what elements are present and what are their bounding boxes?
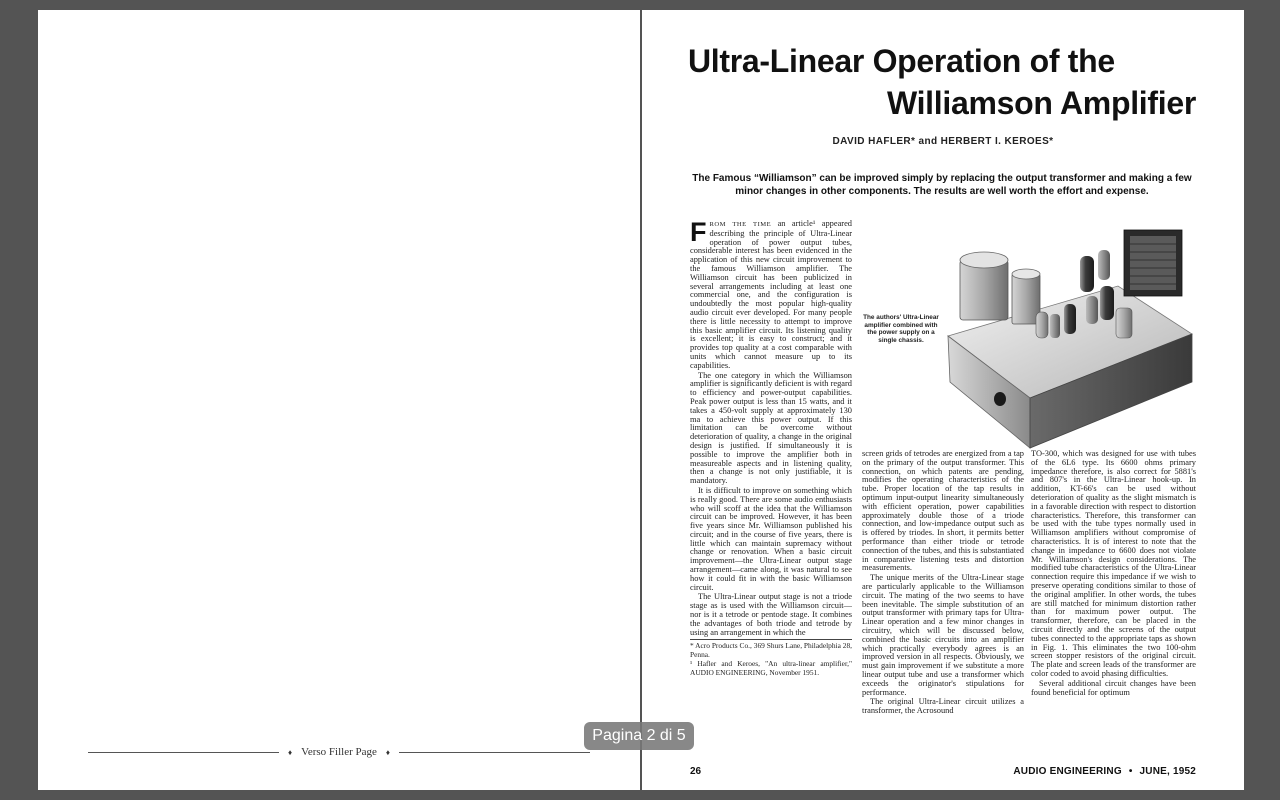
paragraph: The one category in which the Williamson amplifier is significantly deficient is with regard to efficiency and power-output capabilities. Peak power output is less than 15 watts, and it takes a 450-volt supply at approximately 130 ma to achieve this power output. If this limitation can be overcome without deterioration of quality, a change in the original design is justified. If simultaneously it is possible to improve the amplifier both in measureable aspects and in listening quality, then a change is not only justifiable, it is mandatory. (690, 370, 852, 486)
small-tube (1098, 250, 1110, 280)
filler-diamond-left: ♦ (288, 747, 293, 757)
filler-rule-left (88, 752, 279, 753)
footnotes (690, 639, 852, 677)
output-tube (1100, 286, 1114, 320)
page-number: 26 (690, 766, 702, 777)
drop-cap: F (690, 220, 707, 247)
running-head-magazine: AUDIO ENGINEERING (1013, 766, 1122, 777)
photo-caption: The authors' Ultra-Linear amplifier combined with the power supply on a single chassis. (863, 314, 939, 344)
filter-capacitor (1036, 312, 1048, 338)
transformer-can-top (960, 252, 1008, 268)
article-title-line2: Williamson Amplifier (886, 85, 1196, 121)
article-title-line1: Ultra-Linear Operation of the (688, 43, 1115, 79)
paragraph (690, 220, 852, 371)
paragraph: Several additional circuit changes have been found beneficial for optimum (1031, 678, 1196, 697)
left-page (38, 10, 640, 790)
article-dek: The Famous “Williamson” can be improved simply by replacing the output transformer and making a few minor changes in other components. The results are well worth the effort and expense. (692, 173, 1192, 197)
article-authors: DAVID HAFLER* and HERBERT I. KEROES* (832, 136, 1054, 147)
power-transformer-can (960, 260, 1008, 320)
paragraph: The unique merits of the Ultra-Linear stage are particularly applicable to the Williamson circuit. The mating of the two seems to have been inevitable. The simple substitution of an output transformer with primary taps for Ultra-Linear operation and a few minor changes in circuitry, which will be discussed below, combined the basic circuits into an amplifier which practically everybody agrees is an improved version in all respects. Obviously, we must gain improvement if we substitute a more linear output tube and use a transformer which exceeds the originator's stipulations for performance. (862, 573, 1024, 697)
paragraph-text: an article¹ appeared describing the principle of Ultra-Linear operation of power output tubes, considerable interest has been evidenced in the application of this new circuit improvement to the famous Williamson amplifier. The Williamson circuit has been publicized in several arrangements including at least one commercial one, and the configuration is undoubtedly the most popular high-quality audio circuit ever developed. For many people there is little necessity to attempt to improve this basic amplifier circuit. Its listening quality is excellent; it is easy to construct; and it provides top quality at a cost comparable with units which cannot measure up to its capabilities. (690, 220, 852, 370)
article-title (688, 40, 1196, 124)
running-head-bullet: • (1128, 766, 1133, 777)
running-head-date: JUNE, 1952 (1139, 766, 1196, 777)
rectifier-tube (1080, 256, 1094, 292)
paragraph: It is difficult to improve on something which is really good. There are some audio enthusiasts who will scoff at the idea that the Williamson circuit can be improved. However, it has been five years since Mr. Williamson published his circuit; and in the course of five years, there is little which can maintain supremacy without change or renovation. When a basic circuit improvement—the Ultra-Linear output stage arrangement—came along, it was natural to see how it could fit in with the basic Williamson circuit. (690, 485, 852, 592)
paragraph: The original Ultra-Linear circuit utilizes a transformer, the Acrosound (862, 697, 1024, 716)
output-tube (1086, 296, 1098, 324)
text-column-1 (690, 220, 852, 750)
filler-rule-right (399, 752, 590, 753)
choke-can-top (1012, 269, 1040, 279)
running-head (1013, 766, 1196, 777)
amplifier-photo (940, 216, 1198, 452)
front-jack (994, 392, 1006, 406)
filter-capacitor (1116, 308, 1132, 338)
lead-in: ROM THE TIME (709, 221, 772, 228)
verso-filler-line (88, 744, 590, 760)
input-tube (1050, 314, 1060, 338)
page-indicator: Pagina 2 di 5 (584, 722, 694, 750)
text-column-2 (862, 450, 1024, 776)
filler-diamond-right: ♦ (385, 747, 390, 757)
footnote: * Acro Products Co., 369 Shurs Lane, Philadelphia 28, Penna. (690, 641, 852, 659)
filler-label: Verso Filler Page (301, 746, 377, 758)
driver-tube (1064, 304, 1076, 334)
footnote: ¹ Hafler and Keroes, "An ultra-linear amplifier," AUDIO ENGINEERING, November 1951. (690, 659, 852, 677)
text-column-3 (1031, 450, 1196, 776)
paragraph: The Ultra-Linear output stage is not a triode stage as is used with the Williamson circuit—nor is it a tetrode or pentode stage. It combines the advantages of both triode and tetrode by using an arrangement in which the (690, 592, 852, 637)
paragraph: TO-300, which was designed for use with tubes of the 6L6 type. Its 6600 ohms primary impedance therefore, is also correct for 5881's and 807's in the Ultra-Linear hook-up. In addition, KT-66's can be used without deterioration of quality as the slight mismatch is in a favorable direction with respect to distortion characteristics. Therefore, this transformer can be used with the tube types normally used in Williamson amplifiers without compromise of characteristics. It is of interest to note that the change in impedance to 6600 does not violate Mr. Williamson's design considerations. The modified tube characteristics of the Ultra-Linear connection require this impedance if we wish to preserve operating conditions similar to those of the original amplifier. In other words, the tubes are still matched for minimum distortion rather than for maximum power output. The transformer, therefore, can be placed in the circuit directly and the screens of the output tubes connected to the appropriate taps as shown in Fig. 1. This eliminates the two 100-ohm screen stopper resistors of the original circuit. The plate and screen leads of the transformer are color coded to avoid phasing difficulties. (1031, 450, 1196, 678)
paragraph: screen grids of tetrodes are energized from a tap on the primary of the output transformer. This connection, on which patents are pending, modifies the operating characteristics of the tube. Proper location of the tap results in optimum input-output linearity simultaneously with efficient operation, power capabilities approximately double those of a triode connection, and low-impedance output such as is offered by triodes. In short, it permits better performance than either triode or tetrode connection of the tubes, and this is substantiated in comparative listening tests and distortion measurements. (862, 450, 1024, 573)
right-page (642, 10, 1244, 790)
